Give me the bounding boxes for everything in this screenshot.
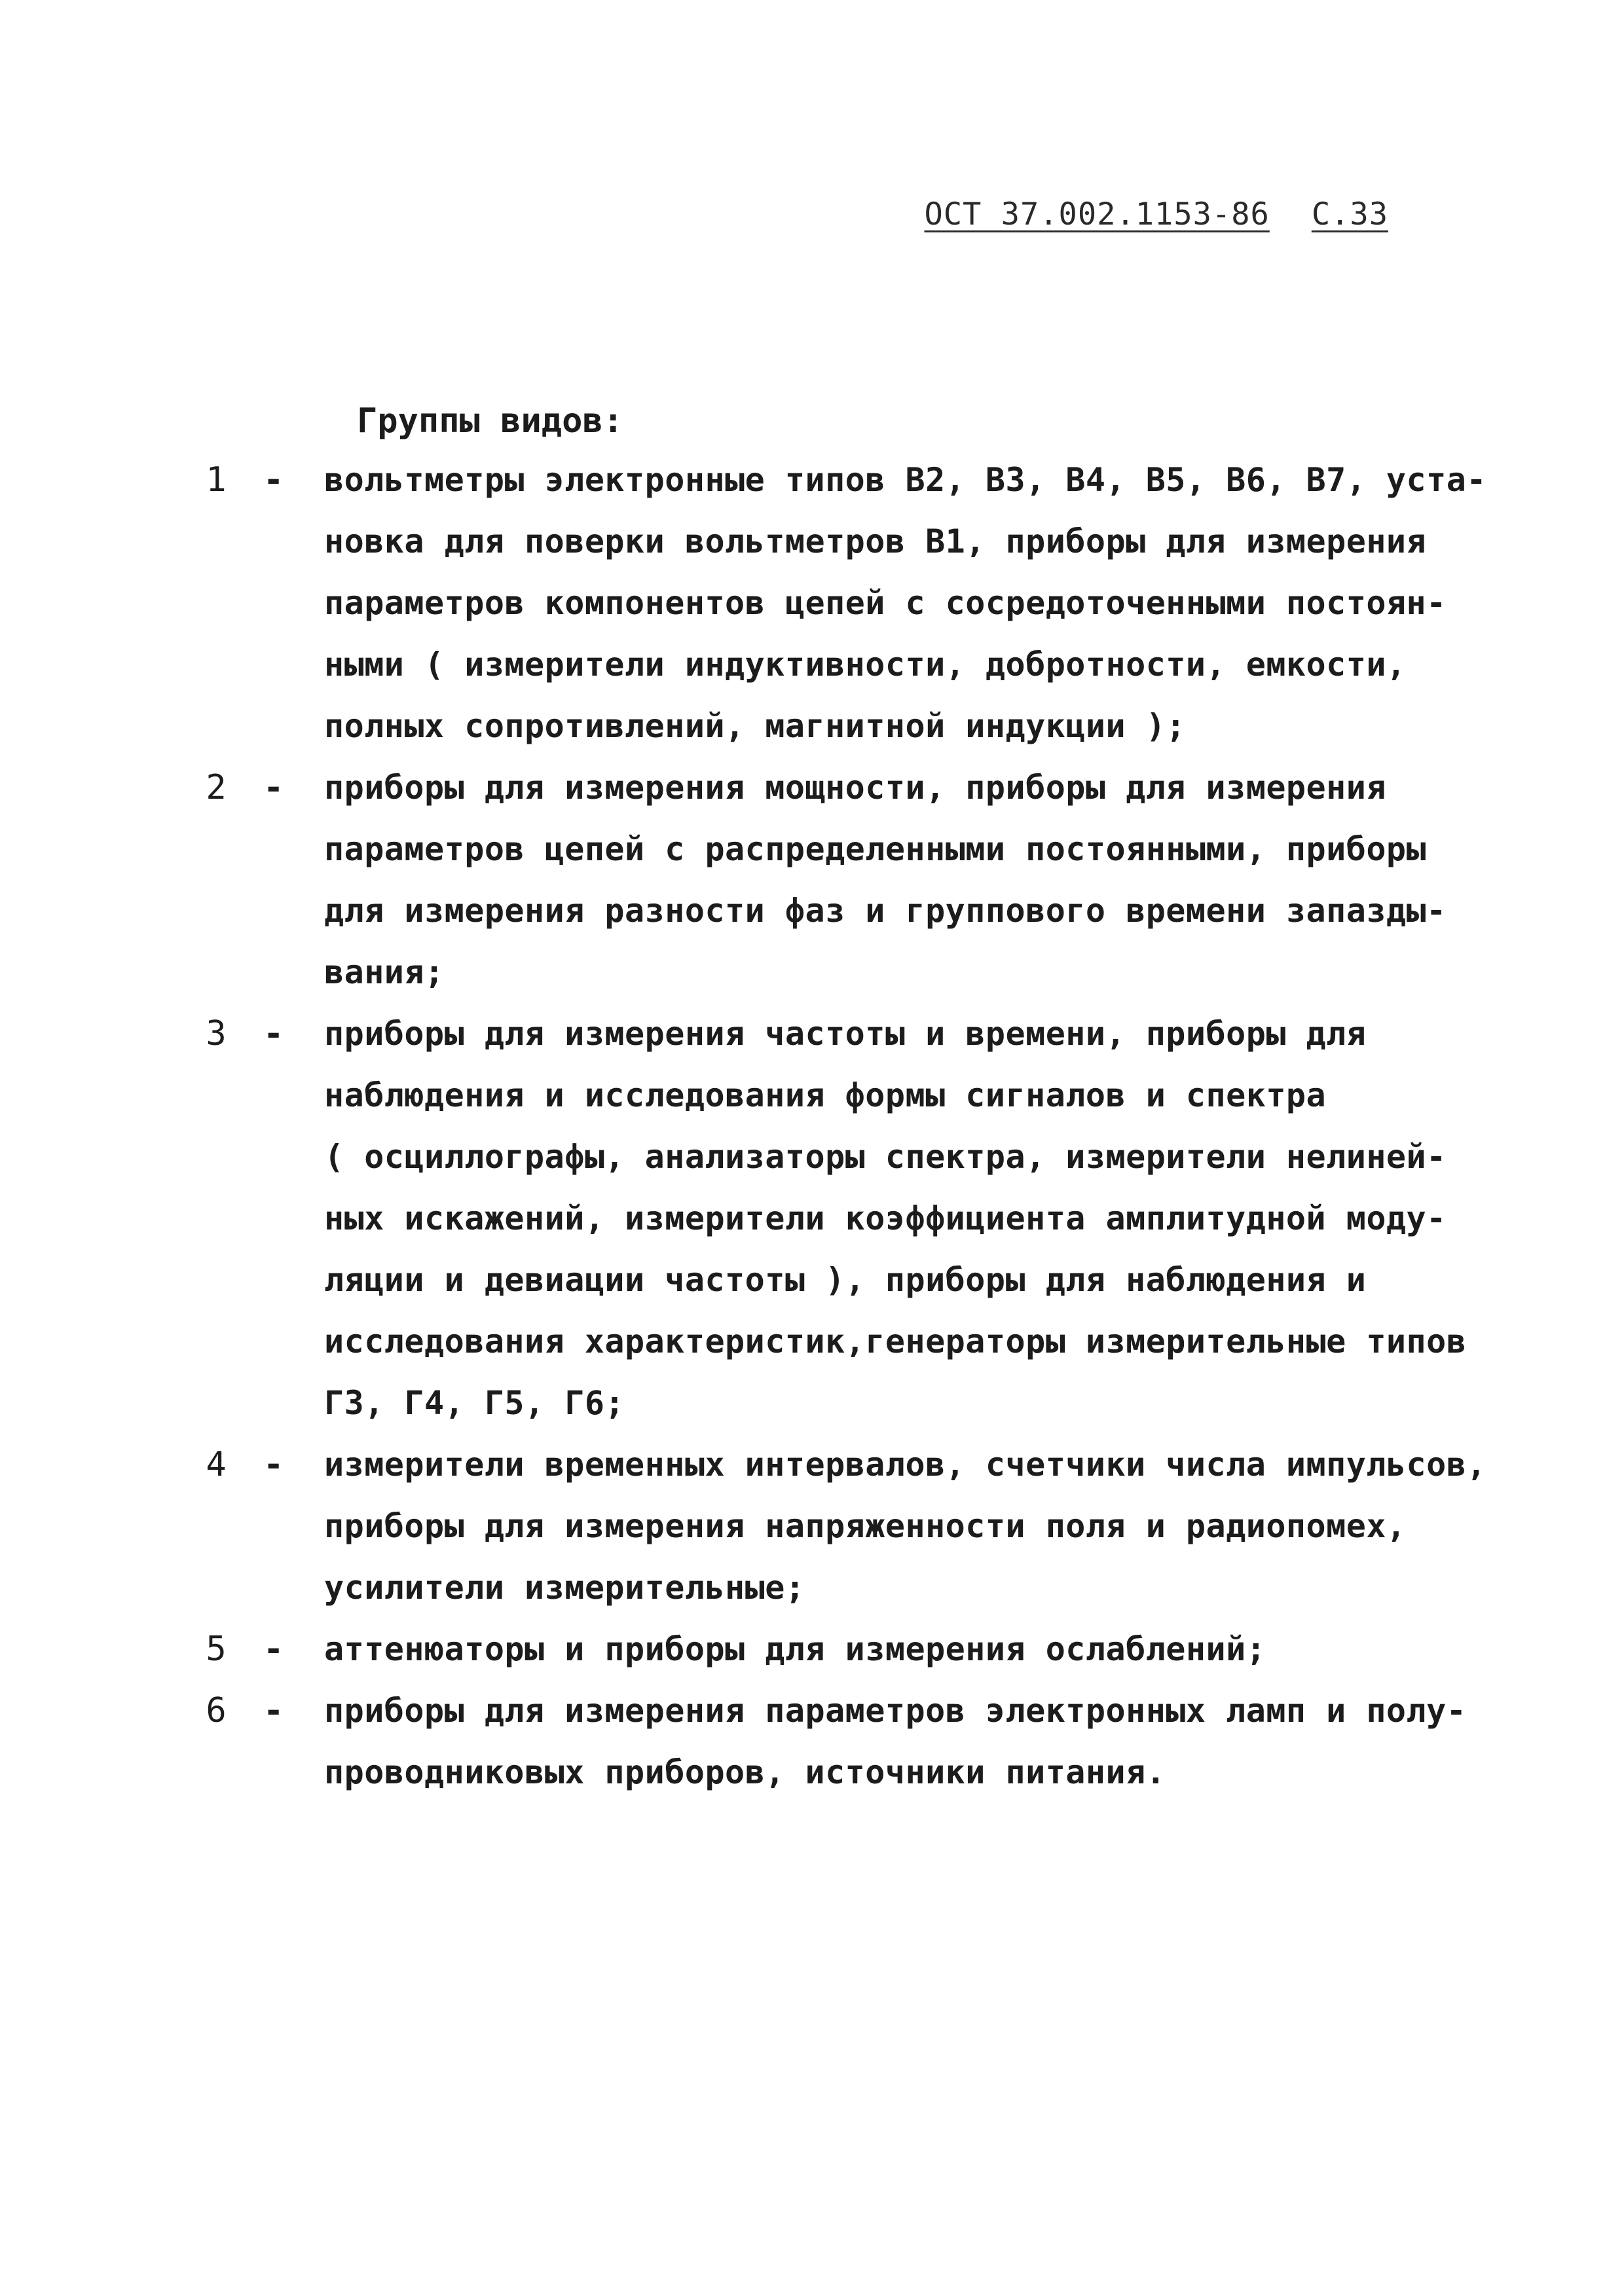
item-text-line: приборы для измерения мощности, приборы для измерения: [324, 769, 1386, 807]
item-text-line: исследования характеристик,генераторы измерительные типов: [324, 1322, 1467, 1360]
page-header: [924, 196, 1388, 232]
item-dash: -: [263, 1445, 284, 1484]
section-heading: Группы видов:: [357, 401, 623, 441]
page-number: С.33: [1311, 196, 1388, 232]
list-item: [196, 757, 1447, 1003]
item-text-line: ляции и девиации частоты ), приборы для наблюдения и: [324, 1261, 1367, 1299]
item-text-line: Г3, Г4, Г5, Г6;: [324, 1384, 625, 1422]
item-text-line: приборы для измерения частоты и времени, приборы для: [324, 1015, 1367, 1053]
document-code: ОСТ 37.002.1153-86: [924, 196, 1270, 232]
item-text-line: вольтметры электронные типов В2, В3, В4, В5, В6, В7, уста-: [324, 461, 1486, 499]
item-text-line: новка для поверки вольтметров В1, приборы для измерения: [324, 522, 1427, 560]
item-text-line: полных сопротивлений, магнитной индукции );: [324, 707, 1186, 745]
list-item: [196, 449, 1486, 757]
item-text-line: параметров цепей с распределенными постоянными, приборы: [324, 830, 1427, 868]
item-text-line: ными ( измерители индуктивности, добротности, емкости,: [324, 646, 1407, 683]
group-list: [196, 449, 1486, 1803]
item-text-line: усилители измерительные;: [324, 1569, 805, 1607]
item-text-line: проводниковых приборов, источники питания.: [324, 1753, 1166, 1791]
list-item: [196, 1003, 1467, 1434]
item-text-line: вания;: [324, 953, 445, 991]
item-text-line: ( осциллографы, анализаторы спектра, измерители нелиней-: [324, 1138, 1447, 1176]
item-number: 6: [206, 1691, 227, 1730]
item-text-line: аттенюаторы и приборы для измерения ослаблений;: [324, 1630, 1266, 1668]
item-dash: -: [263, 1691, 284, 1730]
list-item: [196, 1618, 1441, 1680]
item-text-line: приборы для измерения напряженности поля и радиопомех,: [324, 1507, 1407, 1545]
item-dash: -: [263, 768, 284, 807]
item-number: 2: [206, 768, 227, 807]
item-text-line: ных искажений, измерители коэффициента амплитудной моду-: [324, 1199, 1447, 1237]
item-text-line: для измерения разности фаз и группового времени запазды-: [324, 892, 1447, 930]
item-text-line: приборы для измерения параметров электронных ламп и полу-: [324, 1692, 1467, 1730]
item-number: 4: [206, 1445, 227, 1484]
item-text-line: измерители временных интервалов, счетчики числа импульсов,: [324, 1446, 1486, 1484]
item-number: 3: [206, 1014, 227, 1053]
item-dash: -: [263, 1014, 284, 1053]
item-number: 1: [206, 460, 227, 500]
item-text-line: наблюдения и исследования формы сигналов и спектра: [324, 1076, 1327, 1114]
item-dash: -: [263, 460, 284, 500]
item-dash: -: [263, 1630, 284, 1669]
item-text-line: параметров компонентов цепей с сосредоточенными постоян-: [324, 584, 1447, 622]
list-item: [196, 1434, 1486, 1618]
item-number: 5: [206, 1630, 227, 1669]
list-item: [196, 1680, 1467, 1803]
